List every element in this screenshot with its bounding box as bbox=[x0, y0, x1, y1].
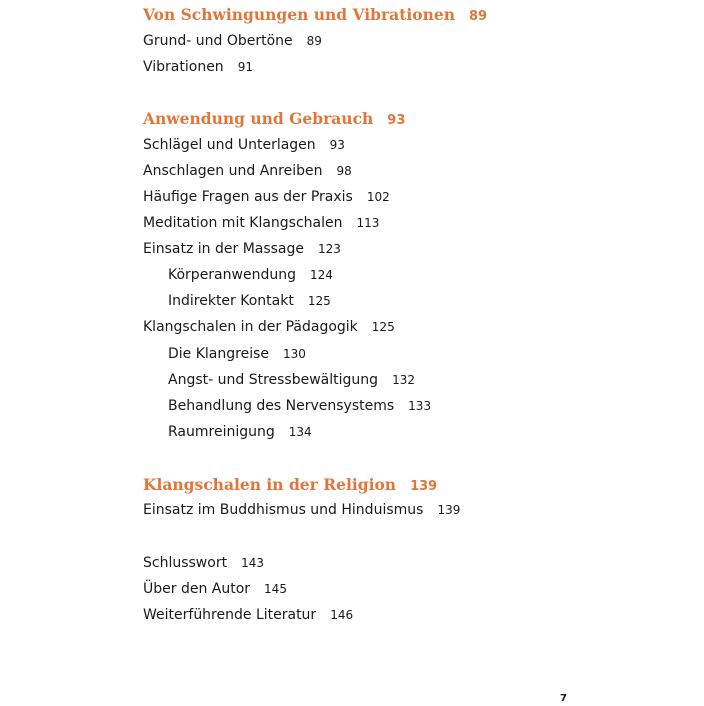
toc-entry bbox=[143, 214, 379, 232]
toc-entry bbox=[143, 606, 353, 624]
entry-page-number: 89 bbox=[306, 34, 322, 48]
entry-title: Einsatz in der Massage bbox=[143, 241, 305, 257]
entry-title: Klangschalen in der Pädagogik bbox=[143, 319, 358, 335]
entry-page-number: 146 bbox=[330, 608, 354, 622]
entry-page-number: 130 bbox=[283, 347, 306, 361]
entry-title: Über den Autor bbox=[143, 581, 251, 597]
entry-page-number: 123 bbox=[318, 242, 341, 256]
toc-entry bbox=[143, 580, 287, 598]
toc-subentry bbox=[168, 397, 431, 415]
toc-entry bbox=[143, 188, 390, 206]
entry-page-number: 102 bbox=[366, 190, 390, 204]
section-page-number: 139 bbox=[410, 479, 438, 494]
toc-entry bbox=[143, 554, 264, 572]
toc-subentry bbox=[168, 371, 415, 389]
section-page-number: 93 bbox=[387, 113, 406, 128]
entry-title: Schlägel und Unterlagen bbox=[143, 137, 316, 153]
entry-title: Grund- und Obertöne bbox=[143, 33, 293, 49]
entry-title: Körperanwendung bbox=[168, 267, 296, 283]
toc-entry bbox=[143, 58, 253, 76]
entry-title: Häufige Fragen aus der Praxis bbox=[143, 189, 353, 205]
entry-page-number: 98 bbox=[336, 164, 352, 178]
entry-title: Meditation mit Klangschalen bbox=[143, 215, 343, 231]
entry-page-number: 125 bbox=[371, 320, 395, 334]
entry-page-number: 132 bbox=[392, 373, 415, 387]
entry-title: Vibrationen bbox=[143, 59, 224, 75]
section-title: Anwendung und Gebrauch bbox=[143, 109, 374, 128]
section-title: Von Schwingungen und Vibrationen bbox=[143, 5, 455, 24]
toc-subentry bbox=[168, 266, 333, 284]
entry-page-number: 139 bbox=[437, 503, 461, 517]
entry-title: Behandlung des Nervensystems bbox=[168, 398, 395, 414]
entry-page-number: 133 bbox=[408, 399, 432, 413]
section-title: Klangschalen in der Religion bbox=[143, 475, 397, 494]
entry-page-number: 145 bbox=[264, 582, 287, 596]
toc-subentry bbox=[168, 292, 331, 310]
entry-title: Raumreinigung bbox=[168, 424, 275, 440]
entry-page-number: 113 bbox=[356, 216, 380, 230]
entry-page-number: 124 bbox=[309, 268, 333, 282]
toc-entry bbox=[143, 32, 322, 50]
toc-entry bbox=[143, 162, 352, 180]
toc-subentry bbox=[168, 345, 306, 363]
entry-title: Indirekter Kontakt bbox=[168, 293, 294, 309]
toc-entry bbox=[143, 136, 345, 154]
entry-page-number: 143 bbox=[241, 556, 264, 570]
entry-title: Die Klangreise bbox=[168, 346, 270, 362]
entry-page-number: 91 bbox=[237, 60, 253, 74]
section-heading bbox=[143, 5, 487, 27]
page-number: 7 bbox=[560, 693, 567, 704]
entry-title: Weiterführende Literatur bbox=[143, 607, 317, 623]
entry-title: Schlusswort bbox=[143, 555, 228, 571]
entry-title: Angst- und Stressbewältigung bbox=[168, 372, 379, 388]
entry-page-number: 125 bbox=[307, 294, 331, 308]
entry-title: Einsatz im Buddhismus und Hinduismus bbox=[143, 502, 424, 518]
section-heading bbox=[143, 109, 405, 131]
toc-entry bbox=[143, 240, 341, 258]
section-page-number: 89 bbox=[469, 9, 488, 24]
entry-page-number: 134 bbox=[288, 425, 312, 439]
entry-title: Anschlagen und Anreiben bbox=[143, 163, 323, 179]
toc-subentry bbox=[168, 423, 312, 441]
toc-entry bbox=[143, 318, 395, 336]
section-heading bbox=[143, 475, 437, 497]
entry-page-number: 93 bbox=[329, 138, 345, 152]
toc-entry bbox=[143, 501, 460, 519]
